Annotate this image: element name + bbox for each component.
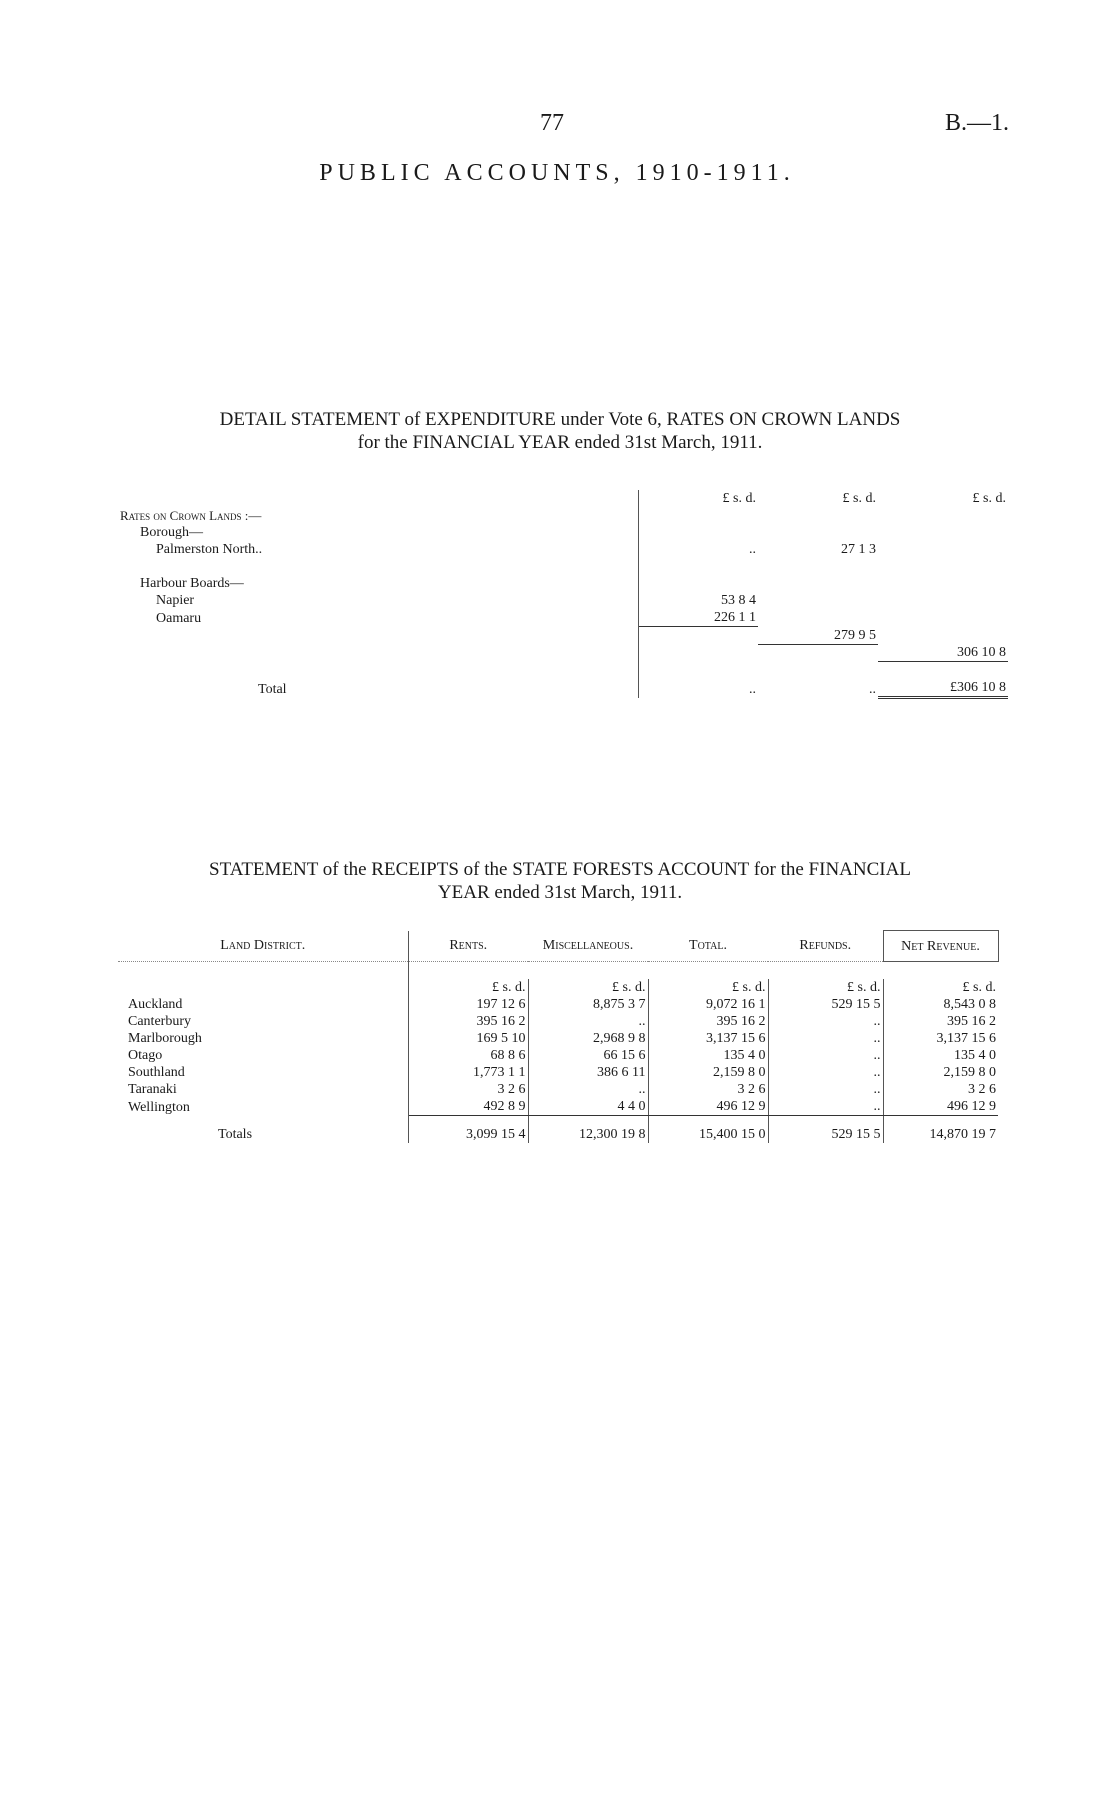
misc-cell: 386 6 11 xyxy=(528,1064,648,1081)
net-revenue-cell: 2,159 8 0 xyxy=(943,1065,996,1080)
net-revenue-cell: 3,137 15 6 xyxy=(936,1031,996,1046)
harbour-row xyxy=(118,592,1008,609)
column-header: Total. xyxy=(648,931,768,962)
total-col1: .. xyxy=(749,681,756,697)
total-cell: 3 2 6 xyxy=(648,1081,768,1098)
misc-cell: 4 4 0 xyxy=(528,1098,648,1116)
column-header: Miscellaneous. xyxy=(528,931,648,962)
misc-cell: 2,968 9 8 xyxy=(528,1030,648,1047)
refunds-cell: .. xyxy=(768,1013,883,1030)
totals-row xyxy=(118,1116,998,1144)
refunds-cell: .. xyxy=(768,1098,883,1116)
harbour-col1: 53 8 4 xyxy=(721,593,756,608)
rents-cell: 197 12 6 xyxy=(408,996,528,1013)
borough-name: Palmerston North.. xyxy=(118,541,638,558)
units: £ s. d. xyxy=(408,979,528,996)
expenditure-table xyxy=(118,490,1008,699)
total-cell: 496 12 9 xyxy=(648,1098,768,1116)
refunds-cell: .. xyxy=(768,1047,883,1064)
section2-title-line1: STATEMENT of the RECEIPTS of the STATE FORESTS ACCOUNT for the FINANCIAL xyxy=(209,859,911,880)
misc-total: 12,300 19 8 xyxy=(528,1116,648,1144)
district-name: Auckland xyxy=(118,996,408,1013)
units-col3: £ s. d. xyxy=(972,491,1006,506)
rents-cell: 68 8 6 xyxy=(408,1047,528,1064)
refunds-cell: .. xyxy=(768,1081,883,1098)
header-row xyxy=(118,931,998,962)
borough-row xyxy=(118,541,1008,558)
running-head: PUBLIC ACCOUNTS, 1910-1911. xyxy=(319,160,795,186)
page-number: 77 xyxy=(540,110,564,136)
harbour-name: Napier xyxy=(118,592,638,609)
borough-col1: .. xyxy=(749,542,756,557)
misc-cell: 66 15 6 xyxy=(528,1047,648,1064)
net-revenue-cell: 395 16 2 xyxy=(947,1014,996,1029)
harbour-col1: 226 1 1 xyxy=(638,609,758,627)
misc-cell: .. xyxy=(528,1081,648,1098)
district-name: Canterbury xyxy=(118,1013,408,1030)
units: £ s. d. xyxy=(962,980,996,995)
table-row xyxy=(118,996,998,1013)
units: £ s. d. xyxy=(528,979,648,996)
table-row xyxy=(118,1098,998,1116)
misc-cell: 8,875 3 7 xyxy=(528,996,648,1013)
units: £ s. d. xyxy=(768,979,883,996)
borough-heading: Borough— xyxy=(118,524,638,541)
total-label: Total xyxy=(118,679,638,698)
harbour-heading: Harbour Boards— xyxy=(118,575,638,592)
total-col3: £306 10 8 xyxy=(878,679,1008,698)
section2-title xyxy=(100,858,1020,904)
units-row xyxy=(118,979,998,996)
category-heading: Rates on Crown Lands :— xyxy=(118,507,638,524)
net-revenue-cell: 3 2 6 xyxy=(968,1082,996,1097)
table-row xyxy=(118,1064,998,1081)
net-revenue-cell: 135 4 0 xyxy=(954,1048,996,1063)
totals-label: Totals xyxy=(118,1116,408,1144)
total-cell: 395 16 2 xyxy=(648,1013,768,1030)
net-revenue-cell: 496 12 9 xyxy=(883,1098,998,1116)
district-name: Southland xyxy=(118,1064,408,1081)
total-cell: 2,159 8 0 xyxy=(648,1064,768,1081)
column-header: Land District. xyxy=(118,931,408,962)
table-row xyxy=(118,1013,998,1030)
state-forests-receipts-table xyxy=(118,930,999,1143)
units-col2: £ s. d. xyxy=(842,491,876,506)
district-name: Wellington xyxy=(118,1098,408,1116)
section1-title-line2: for the FINANCIAL YEAR ended 31st March, 1911. xyxy=(357,432,763,453)
rents-total: 3,099 15 4 xyxy=(408,1116,528,1144)
column-header: Refunds. xyxy=(768,931,883,962)
district-name: Marlborough xyxy=(118,1030,408,1047)
units: £ s. d. xyxy=(648,979,768,996)
column-header: Rents. xyxy=(408,931,528,962)
rents-cell: 1,773 1 1 xyxy=(408,1064,528,1081)
refunds-cell: .. xyxy=(768,1064,883,1081)
section2-title-line2: YEAR ended 31st March, 1911. xyxy=(437,882,683,903)
refunds-total: 529 15 5 xyxy=(768,1116,883,1144)
rents-cell: 3 2 6 xyxy=(408,1081,528,1098)
total-cell: 9,072 16 1 xyxy=(648,996,768,1013)
section1-title-line1: DETAIL STATEMENT of EXPENDITURE under Vote 6, RATES ON CROWN LANDS xyxy=(219,409,901,430)
misc-cell: .. xyxy=(528,1013,648,1030)
table-row xyxy=(118,1081,998,1098)
grand-subtotal: 306 10 8 xyxy=(878,644,1008,662)
rents-cell: 395 16 2 xyxy=(408,1013,528,1030)
refunds-cell: 529 15 5 xyxy=(768,996,883,1013)
refunds-cell: .. xyxy=(768,1030,883,1047)
grand-total: 15,400 15 0 xyxy=(648,1116,768,1144)
net-revenue-cell: 8,543 0 8 xyxy=(943,997,996,1012)
table-row xyxy=(118,1030,998,1047)
section1-title xyxy=(100,408,1020,454)
rents-cell: 492 8 9 xyxy=(408,1098,528,1116)
harbour-subtotal: 279 9 5 xyxy=(758,627,878,645)
district-name: Taranaki xyxy=(118,1081,408,1098)
total-cell: 135 4 0 xyxy=(648,1047,768,1064)
borough-col2: 27 1 3 xyxy=(841,542,876,557)
harbour-name: Oamaru xyxy=(118,609,638,627)
total-cell: 3,137 15 6 xyxy=(648,1030,768,1047)
harbour-row xyxy=(118,609,1008,627)
document-reference: B.—1. xyxy=(945,110,1010,136)
total-row xyxy=(118,679,1008,698)
total-col2: .. xyxy=(869,681,876,697)
district-name: Otago xyxy=(118,1047,408,1064)
rents-cell: 169 5 10 xyxy=(408,1030,528,1047)
column-header: Net Revenue. xyxy=(883,931,998,962)
table-row xyxy=(118,1047,998,1064)
net-revenue-total: 14,870 19 7 xyxy=(929,1127,996,1142)
units-col1: £ s. d. xyxy=(722,491,756,506)
